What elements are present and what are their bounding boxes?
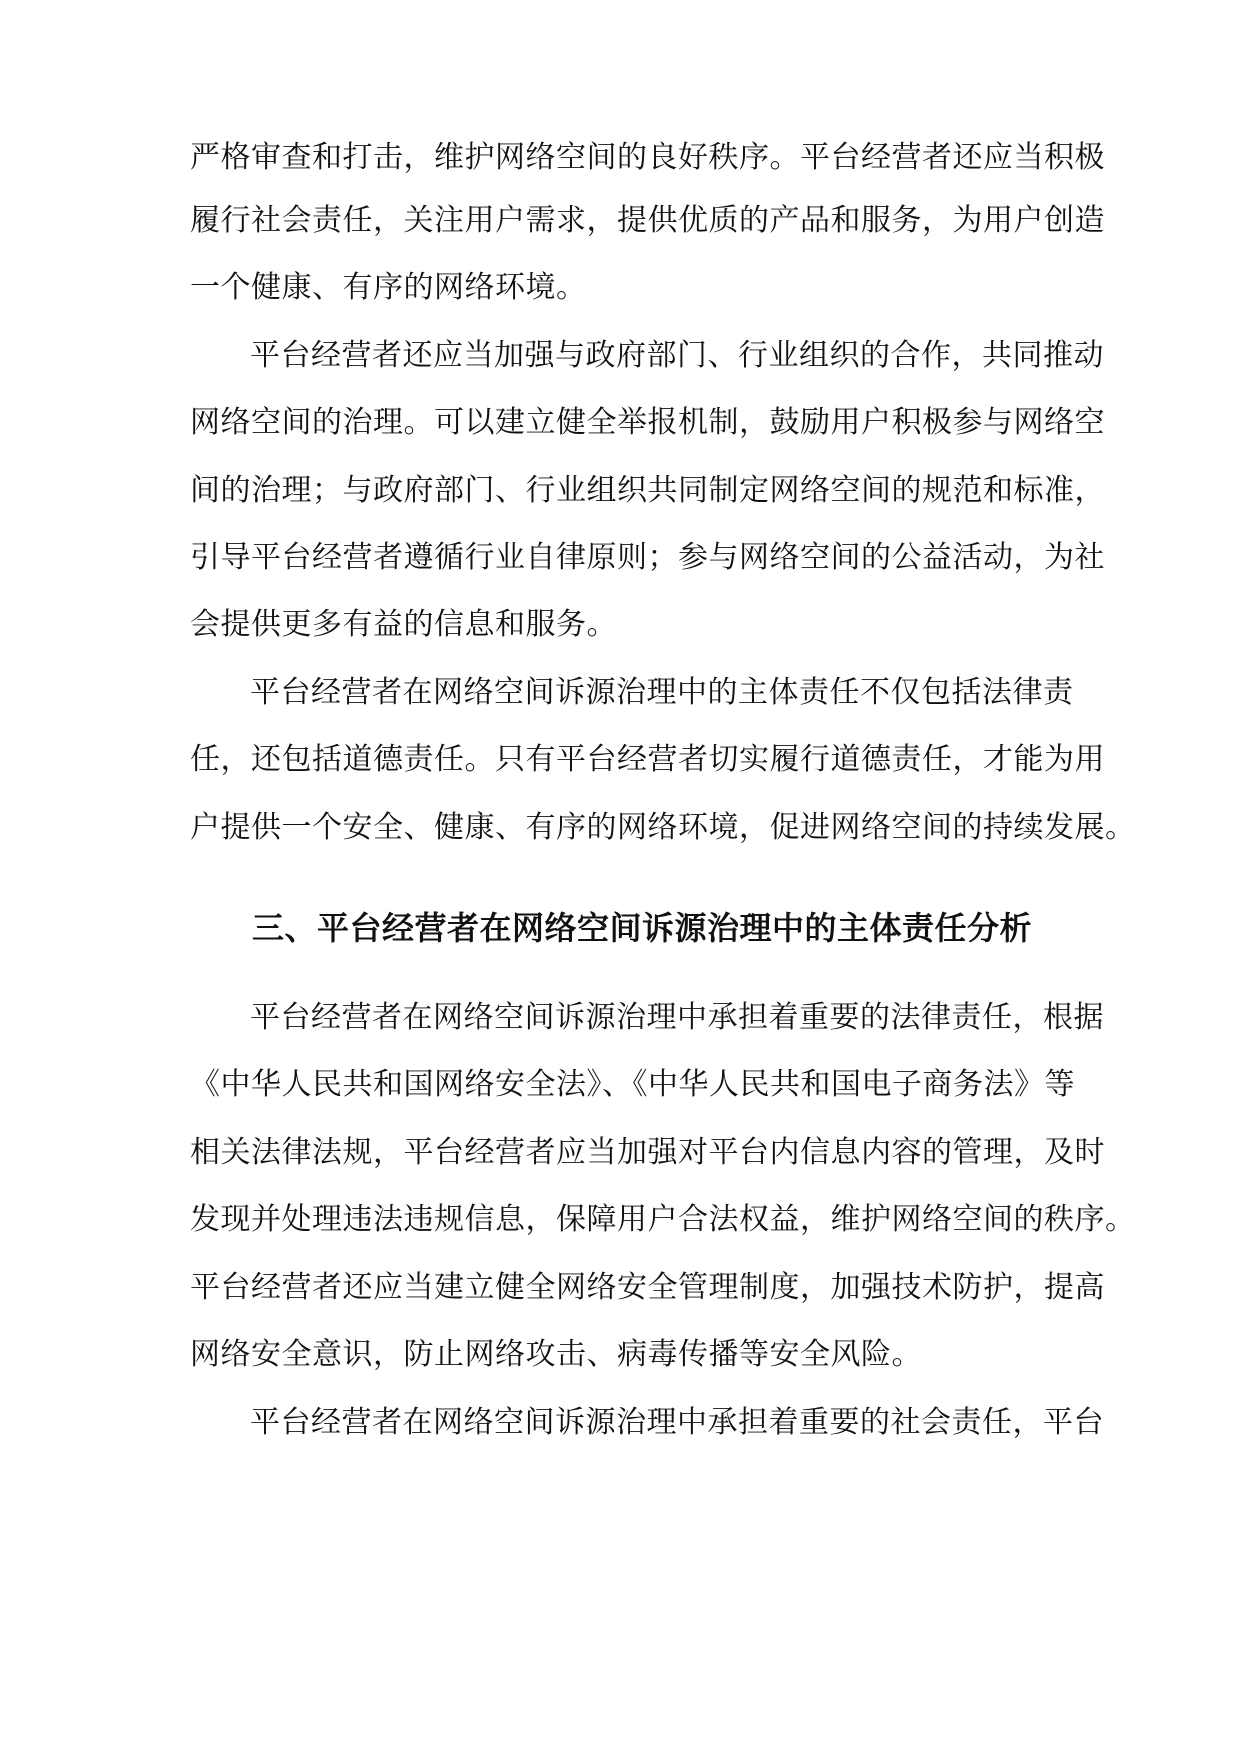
text-line: 相关法律法规，平台经营者应当加强对平台内信息内容的管理，及时	[190, 1135, 1105, 1170]
paragraph-first-line: 平台经营者在网络空间诉源治理中承担着重要的社会责任，平台	[250, 1405, 1104, 1440]
text-line: 网络安全意识，防止网络攻击、病毒传播等安全风险。	[190, 1337, 922, 1372]
text-line: 严格审查和打击，维护网络空间的良好秩序。平台经营者还应当积极	[190, 140, 1105, 175]
text-line: 任，还包括道德责任。只有平台经营者切实履行道德责任，才能为用	[190, 742, 1105, 777]
text-line: 间的治理；与政府部门、行业组织共同制定网络空间的规范和标准，	[190, 473, 1105, 508]
text-line: 发现并处理违法违规信息，保障用户合法权益，维护网络空间的秩序。	[190, 1202, 1136, 1237]
paragraph-first-line: 平台经营者在网络空间诉源治理中承担着重要的法律责任，根据	[250, 1000, 1104, 1035]
section-heading: 三、平台经营者在网络空间诉源治理中的主体责任分析	[252, 909, 1033, 947]
text-line: 引导平台经营者遵循行业自律原则；参与网络空间的公益活动，为社	[190, 540, 1105, 575]
paragraph-first-line: 平台经营者在网络空间诉源治理中的主体责任不仅包括法律责	[250, 675, 1074, 710]
text-line: 平台经营者还应当建立健全网络安全管理制度，加强技术防护，提高	[190, 1270, 1105, 1305]
paragraph-first-line: 平台经营者还应当加强与政府部门、行业组织的合作，共同推动	[250, 338, 1104, 373]
text-line: 网络空间的治理。可以建立健全举报机制，鼓励用户积极参与网络空	[190, 405, 1105, 440]
text-line: 履行社会责任，关注用户需求，提供优质的产品和服务，为用户创造	[190, 203, 1105, 238]
text-line: 《中华人民共和国网络安全法》、《中华人民共和国电子商务法》等	[190, 1067, 1075, 1102]
text-line: 户提供一个安全、健康、有序的网络环境，促进网络空间的持续发展。	[190, 810, 1136, 845]
text-line: 一个健康、有序的网络环境。	[190, 270, 587, 305]
text-line: 会提供更多有益的信息和服务。	[190, 607, 617, 642]
